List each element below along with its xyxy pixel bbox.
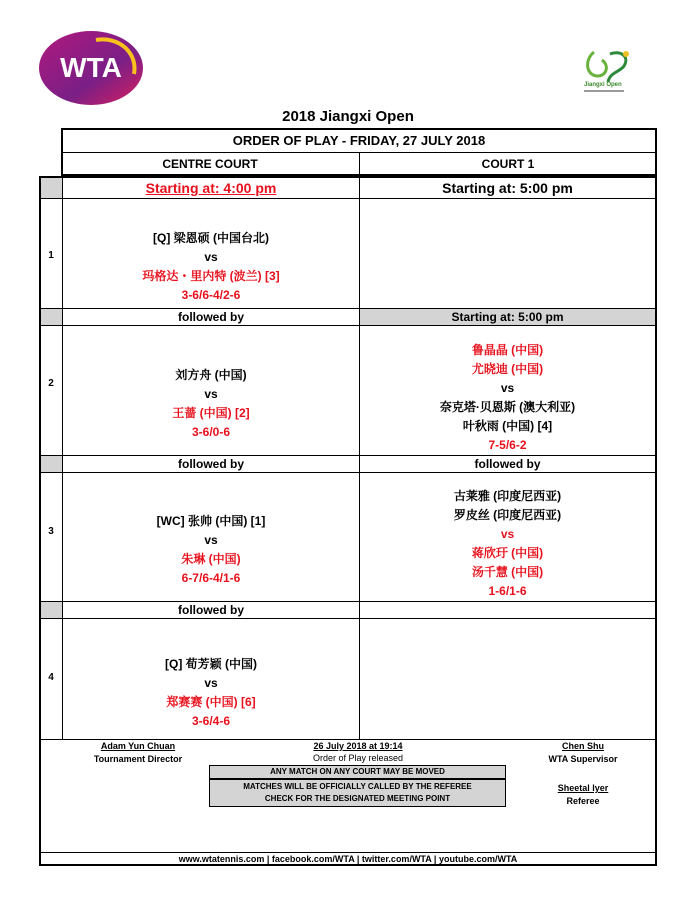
svg-text:Jiangxi Open: Jiangxi Open — [584, 82, 622, 88]
vs-label: vs — [204, 250, 218, 264]
player-1: [WC] 张帅 (中国) [1] — [156, 514, 266, 528]
director-name: Adam Yun Chuan — [100, 741, 176, 751]
match-centre-2 — [63, 366, 359, 442]
team-1-player-a: 鲁晶晶 (中国) — [471, 343, 544, 357]
team-2-player-a: 蒋欣玗 (中国) — [471, 546, 544, 560]
notice-meeting: CHECK FOR THE DESIGNATED MEETING POINT — [264, 794, 451, 803]
vs-label: vs — [204, 676, 218, 690]
match-score: 1-6/1-6 — [488, 584, 527, 598]
player-1: [Q] 荀芳颖 (中国) — [165, 657, 257, 671]
vs-label: vs — [500, 381, 515, 395]
player-2-winner: 王蔷 (中国) [2] — [172, 406, 250, 420]
team-1-player-b: 尤晓迪 (中国) — [471, 362, 544, 376]
director-role: Tournament Director — [93, 754, 183, 764]
start-time-label: Starting at: 5:00 pm — [451, 310, 564, 324]
notice-called: MATCHES WILL BE OFFICIALLY CALLED BY THE REFEREE — [243, 782, 472, 791]
start-time-court1: Starting at: 5:00 pm — [442, 180, 573, 196]
player-2-winner: 玛格达・里内特 (波兰) [3] — [142, 269, 280, 283]
team-2-player-a: 奈克塔·贝恩斯 (澳大利亚) — [439, 400, 576, 414]
start-time-centre: Starting at: 4:00 pm — [145, 180, 277, 196]
jiangxi-open-logo — [580, 46, 636, 96]
notice-move: ANY MATCH ON ANY COURT MAY BE MOVED — [270, 767, 445, 776]
team-2-player-b: 汤千慧 (中国) — [471, 565, 544, 579]
court-header-centre: CENTRE COURT — [162, 157, 258, 171]
followed-by-label: followed by — [474, 457, 541, 471]
player-2-winner: 郑赛赛 (中国) [6] — [166, 695, 256, 709]
team-1-player-b: 罗皮丝 (印度尼西亚) — [453, 508, 562, 522]
row-number: 4 — [48, 672, 54, 683]
match-score: 3-6/0-6 — [191, 425, 231, 439]
match-court1-2 — [360, 341, 655, 455]
court-header-court1: COURT 1 — [481, 157, 535, 171]
followed-by-label: followed by — [178, 457, 244, 471]
release-label: Order of Play released — [312, 753, 404, 763]
supervisor-role: WTA Supervisor — [548, 754, 618, 764]
match-score: 7-5/6-2 — [488, 438, 527, 452]
page-title: 2018 Jiangxi Open — [282, 108, 414, 125]
match-centre-3 — [63, 512, 359, 588]
svg-text:WTA: WTA — [60, 52, 122, 83]
supervisor-name: Chen Shu — [562, 741, 604, 751]
vs-label: vs — [204, 387, 218, 401]
followed-by-label: followed by — [178, 310, 244, 324]
team-1-player-a: 古莱雅 (印度尼西亚) — [453, 489, 562, 503]
row-number: 2 — [48, 378, 54, 389]
match-score: 3-6/6-4/2-6 — [181, 288, 241, 302]
release-time: 26 July 2018 at 19:14 — [313, 741, 403, 751]
team-2-player-b: 叶秋雨 (中国) [4] — [462, 419, 553, 433]
player-1: 刘方舟 (中国) — [175, 368, 247, 382]
player-2-winner: 朱琳 (中国) — [181, 552, 241, 566]
wta-logo — [38, 30, 144, 106]
referee-role: Referee — [566, 796, 600, 806]
order-of-play-title: ORDER OF PLAY - FRIDAY, 27 JULY 2018 — [232, 133, 486, 148]
followed-by-label: followed by — [178, 603, 244, 617]
match-court1-3 — [360, 487, 655, 601]
match-score: 6-7/6-4/1-6 — [181, 571, 241, 585]
referee-name: Sheetal Iyer — [557, 783, 609, 793]
row-number: 3 — [48, 526, 54, 537]
match-centre-1 — [63, 229, 359, 305]
match-score: 3-6/4-6 — [191, 714, 231, 728]
footer-links[interactable]: www.wtatennis.com | facebook.com/WTA | twitter.com/WTA | youtube.com/WTA — [178, 854, 518, 864]
vs-label: vs — [204, 533, 218, 547]
row-number: 1 — [48, 250, 54, 261]
player-1: [Q] 梁恩硕 (中国台北) — [153, 231, 269, 245]
vs-label: vs — [500, 527, 515, 541]
match-centre-4 — [63, 655, 359, 731]
